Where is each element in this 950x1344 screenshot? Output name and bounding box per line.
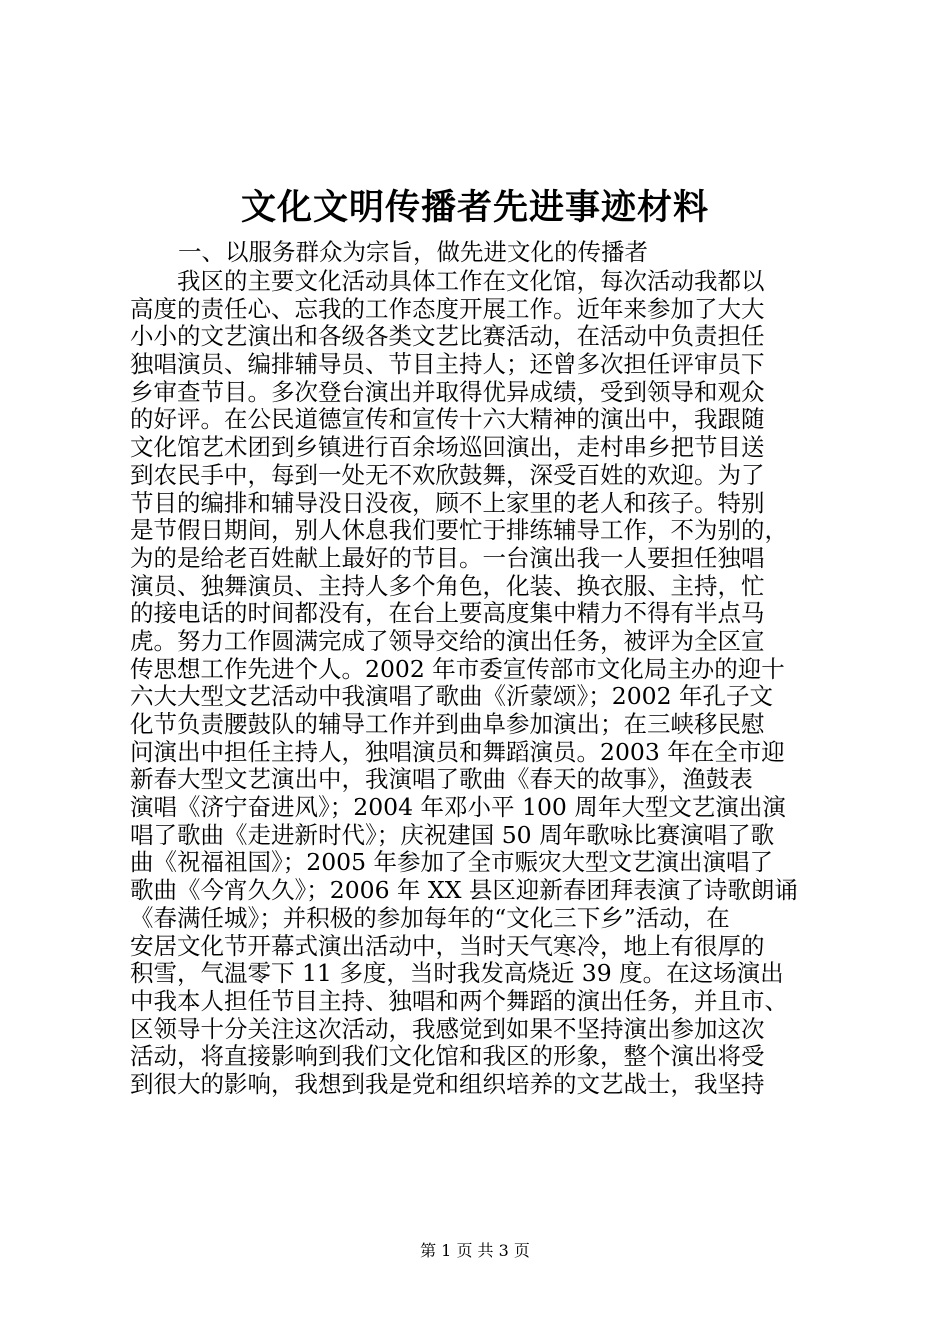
text-line: 《春满任城》；并积极的参加每年的“文化三下乡”活动，在 (130, 903, 730, 932)
text-line: 歌曲《今宵久久》；2006 年 XX 县区迎新春团拜表演了诗歌朗诵 (130, 876, 798, 905)
text-line: 到很大的影响，我想到我是党和组织培养的文艺战士，我坚持 (130, 1069, 765, 1098)
text-line: 的接电话的时间都没有，在台上要高度集中精力不得有半点马 (130, 599, 765, 628)
text-line: 问演出中担任主持人，独唱演员和舞蹈演员。2003 年在全市迎 (130, 737, 785, 766)
text-line: 演员、独舞演员、主持人多个角色，化装、换衣服、主持，忙 (130, 571, 765, 600)
text-line: 中我本人担任节目主持、独唱和两个舞蹈的演出任务，并且市、 (130, 986, 788, 1015)
text-line: 活动，将直接影响到我们文化馆和我区的形象，整个演出将受 (130, 1042, 765, 1071)
text-line: 传思想工作先进个人。2002 年市委宣传部市文化局主办的迎十 (130, 654, 785, 683)
body-paragraph (130, 268, 830, 1099)
text-line: 的好评。在公民道德宣传和宣传十六大精神的演出中，我跟随 (130, 405, 765, 434)
text-line: 到农民手中，每到一处无不欢欣鼓舞，深受百姓的欢迎。为了 (130, 460, 765, 489)
text-line: 虎。努力工作圆满完成了领导交给的演出任务，被评为全区宣 (130, 626, 765, 655)
text-line: 是节假日期间，别人休息我们要忙于排练辅导工作，不为别的， (130, 516, 788, 545)
section-heading: 一、以服务群众为宗旨，做先进文化的传播者 (178, 238, 648, 266)
text-line: 乡审查节目。多次登台演出并取得优异成绩，受到领导和观众 (130, 377, 765, 406)
text-line: 文化馆艺术团到乡镇进行百余场巡回演出，走村串乡把节目送 (130, 433, 765, 462)
page-footer: 第 1 页 共 3 页 (420, 1241, 530, 1260)
text-line: 独唱演员、编排辅导员、节目主持人；还曾多次担任评审员下 (130, 350, 765, 379)
text-line: 曲《祝福祖国》；2005 年参加了全市赈灾大型文艺演出演唱了 (130, 848, 774, 877)
text-line: 化节负责腰鼓队的辅导工作并到曲阜参加演出；在三峡移民慰 (130, 710, 765, 738)
text-line: 六大大型文艺活动中我演唱了歌曲《沂蒙颂》；2002 年孔子文 (130, 682, 774, 711)
text-line: 积雪，气温零下 11 多度，当时我发高烧近 39 度。在这场演出 (130, 959, 784, 988)
text-line: 新春大型文艺演出中，我演唱了歌曲《春天的故事》，渔鼓表 (130, 765, 753, 794)
document-title: 文化文明传播者先进事迹材料 (240, 187, 709, 228)
text-line: 节目的编排和辅导没日没夜，顾不上家里的老人和孩子。特别 (130, 488, 765, 517)
text-line: 我区的主要文化活动具体工作在文化馆，每次活动我都以 (130, 267, 765, 295)
text-line: 为的是给老百姓献上最好的节目。一台演出我一人要担任独唱 (130, 543, 765, 572)
text-line: 高度的责任心、忘我的工作态度开展工作。近年来参加了大大 (130, 294, 765, 323)
text-line: 演唱《济宁奋进风》；2004 年邓小平 100 周年大型文艺演出演 (130, 793, 786, 822)
text-line: 区领导十分关注这次活动，我感觉到如果不坚持演出参加这次 (130, 1014, 765, 1043)
text-line: 小小的文艺演出和各级各类文艺比赛活动，在活动中负责担任 (130, 322, 765, 351)
text-line: 安居文化节开幕式演出活动中，当时天气寒冷，地上有很厚的 (130, 931, 765, 960)
text-line: 唱了歌曲《走进新时代》；庆祝建国 50 周年歌咏比赛演唱了歌 (130, 820, 775, 849)
